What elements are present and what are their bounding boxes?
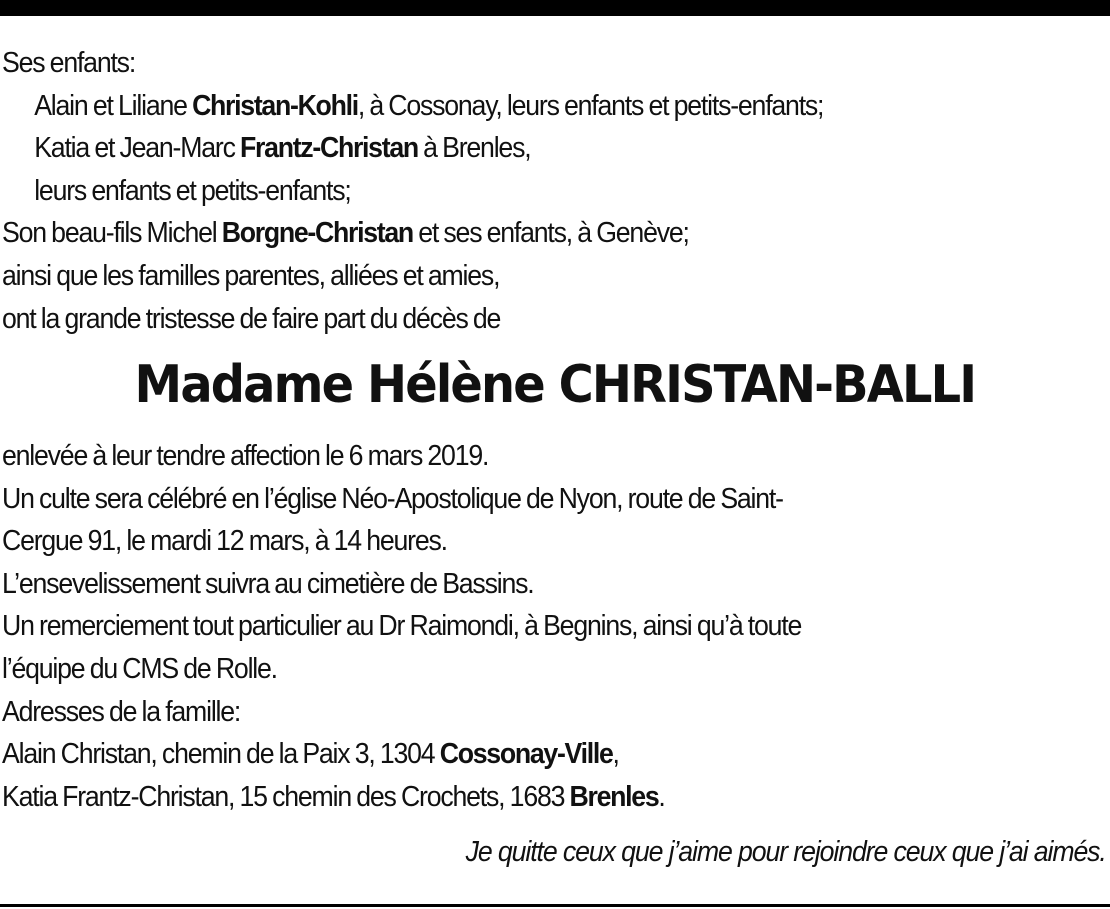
children-heading: Ses enfants: xyxy=(2,47,136,79)
family-line-michel: Son beau-fils Michel Borgne-Christan et ses enfants, à Genève; xyxy=(2,217,689,250)
family-line-relatives: ainsi que les familles parentes, alliées et amies, xyxy=(2,259,500,292)
details-line-service-time: Cergue 91, le mardi 12 mars, à 14 heures. xyxy=(2,525,447,558)
closing-quote: Je quitte ceux que j’aime pour rejoindre ceux que j’ai aimés. xyxy=(465,836,1106,868)
addresses-heading: Adresses de la famille: xyxy=(2,695,241,728)
top-rule xyxy=(0,0,1110,16)
details-line-thanks: Un remerciement tout particulier au Dr Raimondi, à Begnins, ainsi qu’à toute xyxy=(2,610,802,643)
announcement-sentence: ont la grande tristesse de faire part du décès de xyxy=(2,302,501,335)
family-name-borgne-christan: Borgne-Christan xyxy=(221,217,413,250)
details-line-date: enlevée à leur tendre affection le 6 mars 2019. xyxy=(2,440,489,472)
family-name-frantz-christan: Frantz-Christan xyxy=(240,132,418,165)
family-line-katia: Katia et Jean-Marc Frantz-Christan à Brenles, xyxy=(34,132,531,165)
town-brenles: Brenles xyxy=(569,780,659,813)
funeral-details xyxy=(2,436,1110,819)
deceased-name: Madame Hélène CHRISTAN-BALLI xyxy=(134,355,976,415)
details-line-burial: L’ensevelissement suivra au cimetière de Bassins. xyxy=(2,567,534,600)
family-name-christan-kohli: Christan-Kohli xyxy=(192,89,358,122)
bottom-rule xyxy=(0,904,1110,907)
details-line-thanks-cont: l’équipe du CMS de Rolle. xyxy=(2,652,277,685)
family-announcement xyxy=(2,42,1106,340)
family-line-grandchildren: leurs enfants et petits-enfants; xyxy=(34,174,351,207)
address-katia: Katia Frantz-Christan, 15 chemin des Crochets, 1683 Brenles. xyxy=(2,780,665,813)
details-line-service: Un culte sera célébré en l’église Néo-Apostolique de Nyon, route de Saint- xyxy=(2,482,783,515)
town-cossonay-ville: Cossonay-Ville xyxy=(439,738,613,771)
address-alain: Alain Christan, chemin de la Paix 3, 1304 Cossonay-Ville, xyxy=(2,738,619,771)
family-line-alain: Alain et Liliane Christan-Kohli, à Cossonay, leurs enfants et petits-enfants; xyxy=(34,89,824,122)
